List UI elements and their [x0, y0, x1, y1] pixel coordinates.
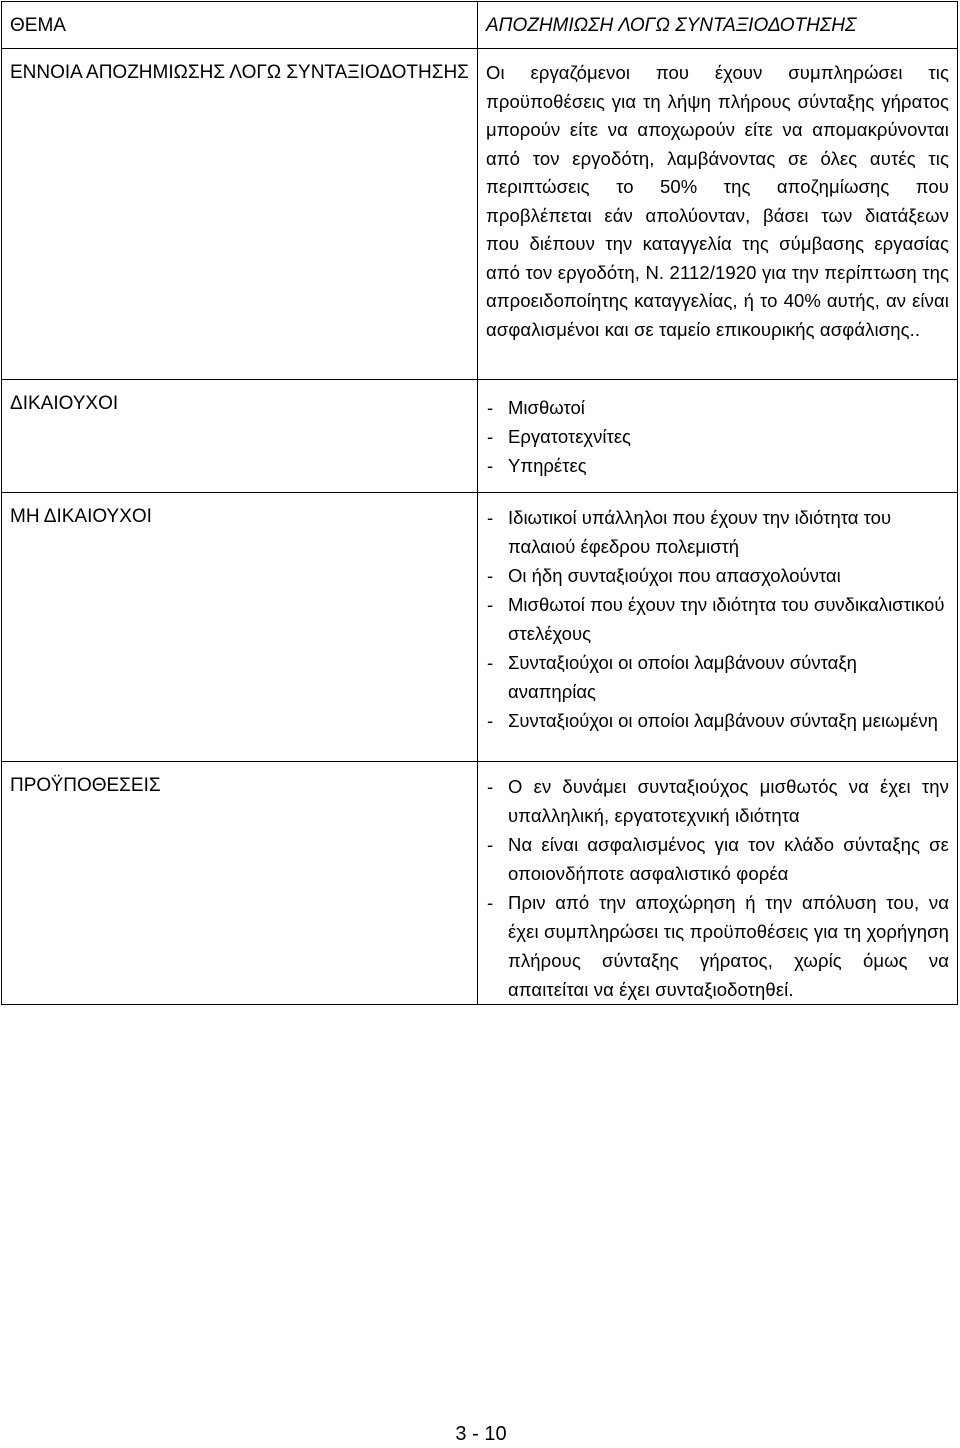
beneficiaries-list-cell: [478, 380, 958, 493]
list-item: - Οι ήδη συνταξιούχοι που απασχολούνται: [486, 561, 949, 590]
beneficiaries-label: ΔΙΚΑΙΟΥΧΟΙ: [10, 393, 119, 414]
header-topic-label: ΘΕΜΑ: [10, 15, 66, 36]
beneficiaries-list: [486, 393, 949, 480]
beneficiaries-row: [2, 380, 958, 493]
list-item: - Συνταξιούχοι οι οποίοι λαμβάνουν σύνταξη αναπηρίας: [486, 648, 949, 706]
list-item: - Να είναι ασφαλισμένος για τον κλάδο σύνταξης σε οποιονδήποτε ασφαλιστικό φορέα: [486, 830, 949, 888]
page-footer: [0, 1422, 960, 1446]
conditions-row: [2, 762, 958, 1005]
conditions-list-cell: [478, 762, 958, 1005]
list-item: - Υπηρέτες: [486, 451, 949, 480]
list-item: - Ιδιωτικοί υπάλληλοι που έχουν την ιδιότητα του παλαιού έφεδρου πολεμιστή: [486, 503, 949, 561]
conditions-label: ΠΡΟΫΠΟΘΕΣΕΙΣ: [10, 775, 161, 796]
page-number: 3 - 10: [455, 1423, 507, 1445]
non-beneficiaries-list-cell: [478, 493, 958, 762]
conditions-list: [486, 772, 949, 1004]
definition-text: Οι εργαζόμενοι που έχουν συμπληρώσει τις προϋποθέσεις για τη λήψη πλήρους σύνταξης γήρατος μπορούν είτε να αποχωρούν είτε να απομακρύνονται από τον εργοδότη, λαμβάνοντας σε όλες αυτές τις περιπτώσεις το 50% της αποζημίωσης που προβλέπεται εάν απολύονταν, βάσει των διατάξεων που διέπουν την καταγγελία της σύμβασης εργασίας από τον εργοδότη, Ν. 2112/1920 για την περίπτωση της απροειδοποίητης καταγγελίας, ή το 40% αυτής, αν είναι ασφαλισμένοι και σε ταμείο επικουρικής ασφάλισης..: [486, 62, 949, 340]
definition-label-cell: [2, 49, 478, 380]
header-right-cell: [478, 2, 958, 49]
list-item: - Συνταξιούχοι οι οποίοι λαμβάνουν σύνταξη μειωμένη: [486, 706, 949, 735]
list-item: - Ο εν δυνάμει συνταξιούχος μισθωτός να έχει την υπαλληλική, εργατοτεχνική ιδιότητα: [486, 772, 949, 830]
definition-text-cell: [478, 49, 958, 380]
list-item: - Πριν από την αποχώρηση ή την απόλυση του, να έχει συμπληρώσει τις προϋποθέσεις για τη χορήγηση πλήρους σύνταξης γήρατος, χωρίς όμως να απαιτείται να έχει συνταξιοδοτηθεί.: [486, 888, 949, 1004]
conditions-label-cell: [2, 762, 478, 1005]
header-row: [2, 2, 958, 49]
beneficiaries-label-cell: [2, 380, 478, 493]
list-item: - Εργατοτεχνίτες: [486, 422, 949, 451]
header-left-cell: [2, 2, 478, 49]
definition-row: [2, 49, 958, 380]
list-item: - Μισθωτοί που έχουν την ιδιότητα του συνδικαλιστικού στελέχους: [486, 590, 949, 648]
non-beneficiaries-label-cell: [2, 493, 478, 762]
list-item: - Μισθωτοί: [486, 393, 949, 422]
definition-label: ΕΝΝΟΙΑ ΑΠΟΖΗΜΙΩΣΗΣ ΛΟΓΩ ΣΥΝΤΑΞΙΟΔΟΤΗΣΗΣ: [10, 62, 469, 83]
non-beneficiaries-label: ΜΗ ΔΙΚΑΙΟΥΧΟΙ: [10, 506, 152, 527]
info-table: [1, 1, 958, 1005]
non-beneficiaries-list: [486, 503, 949, 735]
header-topic-title: ΑΠΟΖΗΜΙΩΣΗ ΛΟΓΩ ΣΥΝΤΑΞΙΟΔΟΤΗΣΗΣ: [486, 15, 857, 36]
non-beneficiaries-row: [2, 493, 958, 762]
